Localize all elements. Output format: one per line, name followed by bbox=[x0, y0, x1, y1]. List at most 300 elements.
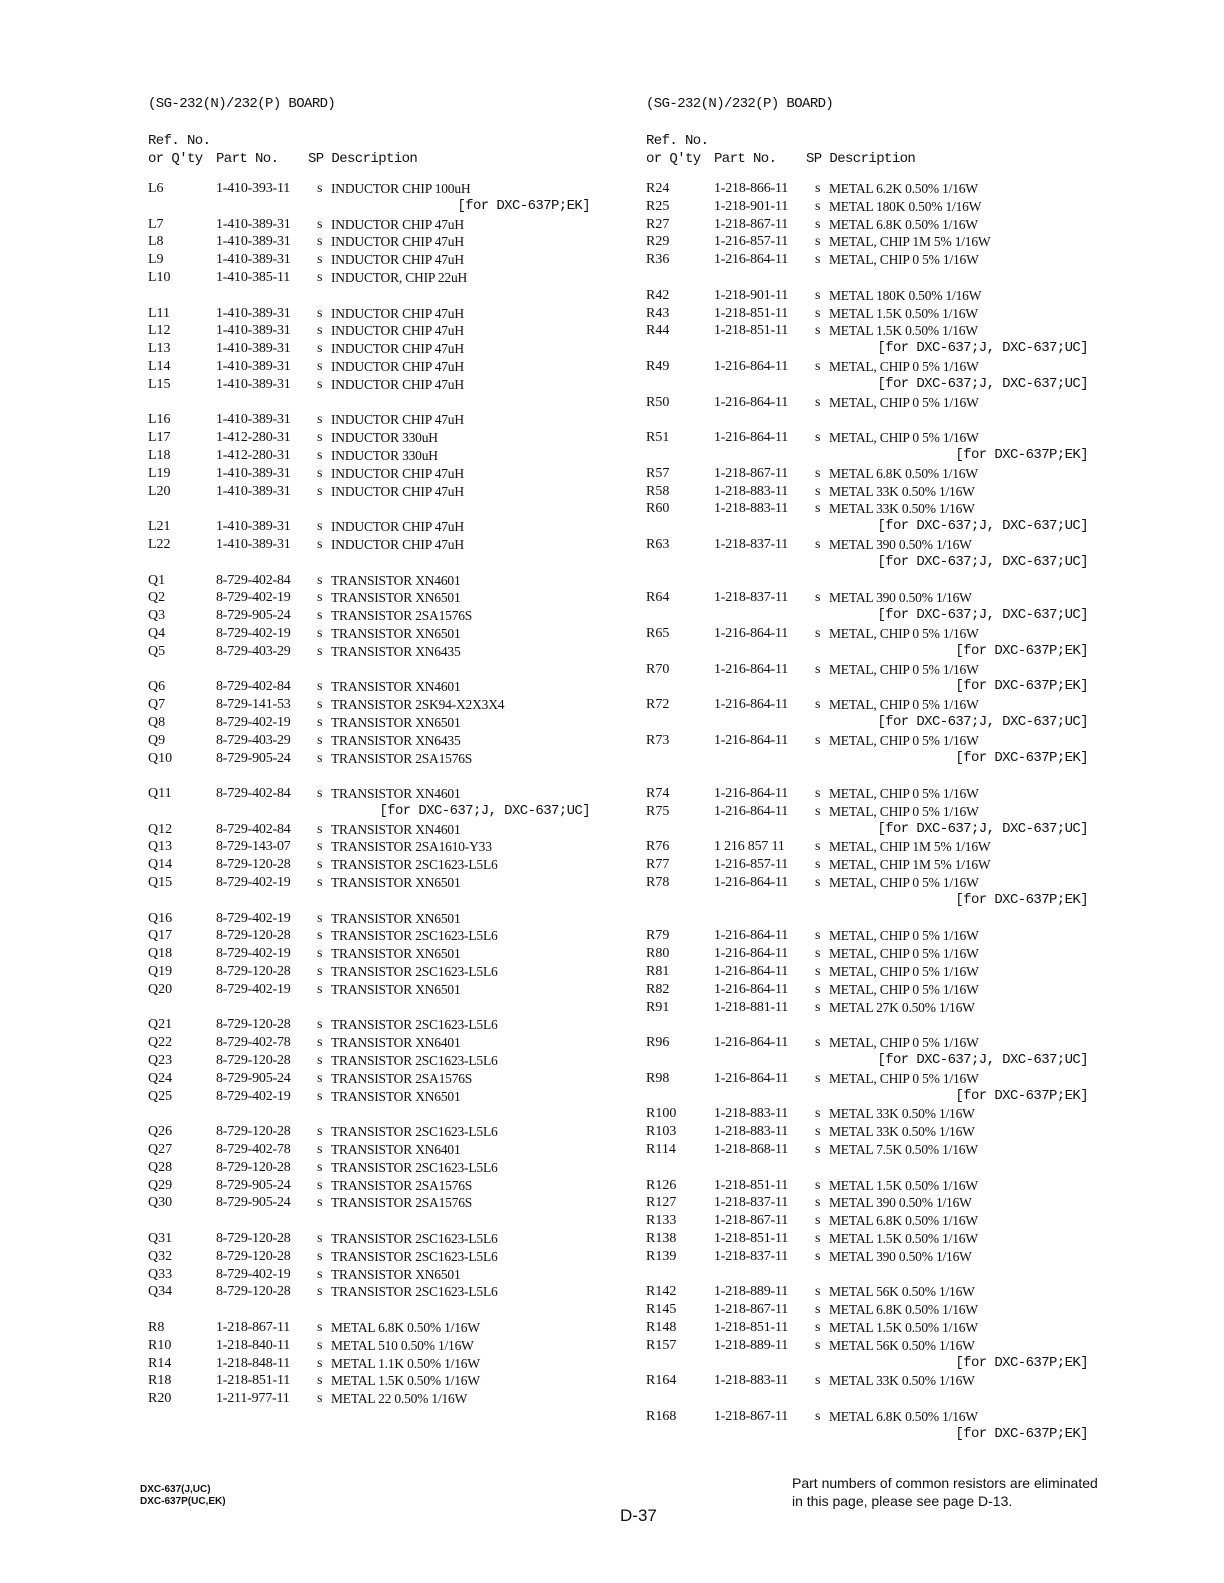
table-row bbox=[148, 1283, 598, 1301]
part-no: 8-729-120-28 bbox=[216, 964, 291, 980]
part-no-heading: Part No. bbox=[714, 151, 777, 167]
model-note: [for DXC-637P;EK] bbox=[955, 1425, 1088, 1442]
table-row bbox=[148, 750, 598, 768]
sp-code: s bbox=[815, 465, 821, 481]
sp-code: s bbox=[317, 181, 323, 196]
sp-code: s bbox=[317, 1017, 323, 1033]
part-no: 1-218-866-11 bbox=[714, 181, 789, 196]
ref-no: Q21 bbox=[148, 1017, 173, 1033]
description: INDUCTOR CHIP 47uH bbox=[331, 341, 464, 357]
table-row bbox=[148, 981, 598, 999]
ref-no: R80 bbox=[646, 946, 670, 962]
sp-code: s bbox=[317, 786, 323, 802]
part-no: 1-218-901-11 bbox=[714, 287, 789, 303]
table-row bbox=[646, 1230, 1096, 1248]
model-note-row bbox=[646, 1088, 1096, 1106]
ref-no: Q30 bbox=[148, 1195, 173, 1211]
sp-code: s bbox=[815, 234, 821, 250]
description: METAL 6.8K 0.50% 1/16W bbox=[829, 216, 978, 232]
row-spacer bbox=[148, 1212, 598, 1230]
ref-no: R76 bbox=[646, 839, 670, 855]
part-no: 1-218-837-11 bbox=[714, 1195, 789, 1211]
description: METAL 33K 0.50% 1/16W bbox=[829, 483, 975, 499]
part-no: 1-410-389-31 bbox=[216, 465, 291, 481]
ref-no: Q34 bbox=[148, 1284, 173, 1300]
part-no: 1-410-389-31 bbox=[216, 341, 291, 357]
ref-no: R43 bbox=[646, 305, 670, 321]
table-row bbox=[148, 1230, 598, 1248]
sp-code: s bbox=[317, 1373, 323, 1389]
description: METAL 7.5K 0.50% 1/16W bbox=[829, 1142, 978, 1158]
ref-no: R114 bbox=[646, 1142, 676, 1158]
ref-no: R70 bbox=[646, 661, 670, 677]
ref-no: R20 bbox=[148, 1391, 172, 1407]
table-row bbox=[148, 838, 598, 856]
footnote bbox=[792, 1474, 1098, 1510]
part-no: 8-729-905-24 bbox=[216, 750, 291, 766]
table-row bbox=[646, 1301, 1096, 1319]
ref-no: R127 bbox=[646, 1195, 677, 1211]
description: METAL 6.8K 0.50% 1/16W bbox=[829, 1213, 978, 1229]
sp-code: s bbox=[815, 394, 821, 410]
left-column bbox=[148, 92, 598, 1408]
table-row bbox=[148, 1372, 598, 1390]
part-no: 1-412-280-31 bbox=[216, 430, 291, 446]
table-row bbox=[148, 447, 598, 465]
ref-no: L13 bbox=[148, 341, 171, 357]
ref-no: R18 bbox=[148, 1373, 172, 1389]
sp-code: s bbox=[815, 1070, 821, 1086]
description: TRANSISTOR XN6501 bbox=[331, 946, 461, 962]
ref-no: R98 bbox=[646, 1070, 670, 1086]
description: TRANSISTOR 2SK94-X2X3X4 bbox=[331, 697, 505, 713]
table-row bbox=[646, 251, 1096, 269]
part-no: 8-729-402-84 bbox=[216, 821, 291, 837]
ref-no: R73 bbox=[646, 732, 670, 748]
row-spacer bbox=[148, 767, 598, 785]
description: METAL, CHIP 0 5% 1/16W bbox=[829, 875, 979, 891]
description: METAL, CHIP 0 5% 1/16W bbox=[829, 358, 979, 374]
model-note-row bbox=[646, 518, 1096, 536]
description: INDUCTOR CHIP 47uH bbox=[331, 358, 464, 374]
part-no: 8-729-402-84 bbox=[216, 572, 291, 588]
description: METAL 6.8K 0.50% 1/16W bbox=[331, 1320, 480, 1335]
ref-no: R103 bbox=[646, 1124, 677, 1140]
table-row bbox=[148, 340, 598, 358]
table-header bbox=[148, 132, 598, 168]
part-no: 1-216-864-11 bbox=[714, 803, 789, 819]
ref-no: L18 bbox=[148, 447, 171, 463]
sp-code: s bbox=[815, 198, 821, 214]
table-row bbox=[148, 518, 598, 536]
footnote-line: in this page, please see page D-13. bbox=[792, 1493, 1013, 1509]
table-row bbox=[646, 216, 1096, 234]
part-no: 1-218-837-11 bbox=[714, 536, 789, 552]
sp-code: s bbox=[815, 1142, 821, 1158]
ref-no: Q15 bbox=[148, 875, 173, 891]
description: METAL 510 0.50% 1/16W bbox=[331, 1337, 474, 1353]
description: TRANSISTOR 2SA1576S bbox=[331, 1177, 473, 1193]
ref-no: Q16 bbox=[148, 910, 173, 926]
part-no: 1-216-857-11 bbox=[714, 857, 789, 873]
sp-code: s bbox=[317, 1159, 323, 1175]
description: METAL 27K 0.50% 1/16W bbox=[829, 999, 975, 1015]
table-row bbox=[646, 1283, 1096, 1301]
description: TRANSISTOR XN6435 bbox=[331, 643, 461, 659]
model-note-row bbox=[646, 554, 1096, 572]
description: TRANSISTOR XN6501 bbox=[331, 1088, 461, 1104]
part-no: 8-729-905-24 bbox=[216, 1177, 291, 1193]
ref-no: L11 bbox=[148, 305, 171, 321]
description: INDUCTOR CHIP 47uH bbox=[331, 305, 464, 321]
part-no: 8-729-120-28 bbox=[216, 928, 291, 944]
table-row bbox=[148, 874, 598, 892]
table-row bbox=[646, 1141, 1096, 1159]
part-no: 1-216-864-11 bbox=[714, 1070, 789, 1086]
sp-code: s bbox=[317, 447, 323, 463]
sp-code: s bbox=[815, 1284, 821, 1300]
sp-code: s bbox=[317, 519, 323, 535]
sp-code: s bbox=[317, 572, 323, 588]
description: TRANSISTOR 2SC1623-L5L6 bbox=[331, 1053, 498, 1069]
ref-no: R168 bbox=[646, 1408, 677, 1424]
sp-code: s bbox=[317, 412, 323, 428]
ref-no: Q20 bbox=[148, 981, 173, 997]
sp-code: s bbox=[317, 625, 323, 641]
row-spacer bbox=[646, 411, 1096, 429]
part-no: 1-218-840-11 bbox=[216, 1337, 291, 1353]
ref-no: R58 bbox=[646, 483, 670, 499]
table-row bbox=[148, 180, 598, 198]
description: METAL, CHIP 0 5% 1/16W bbox=[829, 625, 979, 641]
description: TRANSISTOR 2SC1623-L5L6 bbox=[331, 928, 498, 944]
description: TRANSISTOR XN6501 bbox=[331, 1266, 461, 1282]
ref-no: R36 bbox=[646, 252, 670, 268]
ref-no: R139 bbox=[646, 1248, 677, 1264]
row-spacer bbox=[148, 1301, 598, 1319]
sp-code: s bbox=[317, 981, 323, 997]
part-no: 1-218-881-11 bbox=[714, 999, 789, 1015]
sp-code: s bbox=[815, 625, 821, 641]
description: TRANSISTOR XN4601 bbox=[331, 572, 461, 588]
part-no: 1-218-867-11 bbox=[216, 1320, 291, 1335]
table-row bbox=[646, 838, 1096, 856]
part-no-heading: Part No. bbox=[216, 151, 279, 167]
description: METAL 6.8K 0.50% 1/16W bbox=[829, 1408, 978, 1424]
table-row bbox=[646, 963, 1096, 981]
sp-code: s bbox=[815, 501, 821, 517]
table-row bbox=[148, 785, 598, 803]
ref-no: Q19 bbox=[148, 964, 173, 980]
ref-no: L22 bbox=[148, 536, 171, 552]
table-row bbox=[646, 732, 1096, 750]
ref-no: R145 bbox=[646, 1302, 677, 1318]
table-row bbox=[646, 1070, 1096, 1088]
description: TRANSISTOR XN4601 bbox=[331, 679, 461, 695]
part-no: 8-729-403-29 bbox=[216, 732, 291, 748]
ref-no: Q7 bbox=[148, 697, 166, 713]
description: TRANSISTOR XN6401 bbox=[331, 1035, 461, 1051]
model-note-row bbox=[646, 892, 1096, 910]
description: TRANSISTOR XN6501 bbox=[331, 714, 461, 730]
description: METAL, CHIP 1M 5% 1/16W bbox=[829, 857, 991, 873]
description: METAL, CHIP 0 5% 1/16W bbox=[829, 1070, 979, 1086]
sp-code: s bbox=[317, 1177, 323, 1193]
model-note: [for DXC-637P;EK] bbox=[955, 642, 1088, 659]
model-line: DXC-637(J,UC) bbox=[140, 1484, 211, 1495]
description: METAL 6.8K 0.50% 1/16W bbox=[829, 1302, 978, 1318]
ref-no: L20 bbox=[148, 483, 171, 499]
model-note: [for DXC-637;J, DXC-637;UC] bbox=[877, 375, 1088, 392]
part-no: 8-729-402-19 bbox=[216, 1266, 291, 1282]
ref-no: R57 bbox=[646, 465, 670, 481]
table-row bbox=[646, 696, 1096, 714]
table-row bbox=[148, 643, 598, 661]
sp-code: s bbox=[815, 946, 821, 962]
part-no: 1-410-389-31 bbox=[216, 376, 291, 392]
part-no: 1-216-864-11 bbox=[714, 358, 789, 374]
table-row bbox=[646, 1212, 1096, 1230]
table-row bbox=[148, 1194, 598, 1212]
model-line: DXC-637P(UC,EK) bbox=[140, 1496, 226, 1507]
ref-no: L12 bbox=[148, 323, 171, 339]
part-no: 1-218-867-11 bbox=[714, 1302, 789, 1318]
ref-no: R72 bbox=[646, 697, 670, 713]
part-no: 8-729-402-19 bbox=[216, 946, 291, 962]
sp-code: s bbox=[317, 305, 323, 321]
ref-no: Q11 bbox=[148, 786, 172, 802]
part-no: 1-410-389-31 bbox=[216, 483, 291, 499]
part-no: 1-218-848-11 bbox=[216, 1355, 291, 1371]
part-no: 8-729-402-19 bbox=[216, 981, 291, 997]
part-no: 8-729-403-29 bbox=[216, 643, 291, 659]
row-spacer bbox=[646, 1016, 1096, 1034]
table-row bbox=[148, 269, 598, 287]
ref-no: Q12 bbox=[148, 821, 173, 837]
part-no: 1-410-389-31 bbox=[216, 252, 291, 268]
ref-no: R133 bbox=[646, 1213, 677, 1229]
sp-code: s bbox=[815, 1408, 821, 1424]
ref-no: R157 bbox=[646, 1337, 677, 1353]
table-row bbox=[148, 696, 598, 714]
table-row bbox=[148, 963, 598, 981]
description: TRANSISTOR XN6501 bbox=[331, 875, 461, 891]
table-row bbox=[148, 376, 598, 394]
ref-no: L14 bbox=[148, 358, 171, 374]
part-no: 1-216-864-11 bbox=[714, 981, 789, 997]
part-no: 1-216-864-11 bbox=[714, 394, 789, 410]
row-spacer bbox=[646, 572, 1096, 590]
description: METAL 22 0.50% 1/16W bbox=[331, 1391, 468, 1407]
table-row bbox=[646, 981, 1096, 999]
sp-code: s bbox=[317, 483, 323, 499]
sp-code: s bbox=[815, 1195, 821, 1211]
part-no: 1-218-883-11 bbox=[714, 501, 789, 517]
sp-code: s bbox=[815, 732, 821, 748]
part-no: 1-216-864-11 bbox=[714, 697, 789, 713]
ref-no: R51 bbox=[646, 430, 670, 446]
sp-code: s bbox=[317, 1355, 323, 1371]
part-no: 1-216-857-11 bbox=[714, 234, 789, 250]
part-no: 1-410-393-11 bbox=[216, 181, 291, 196]
sp-description-heading: SP Description bbox=[308, 151, 418, 167]
ref-no: R65 bbox=[646, 625, 670, 641]
part-no: 8-729-402-19 bbox=[216, 1088, 291, 1104]
sp-code: s bbox=[317, 1320, 323, 1335]
model-note-row bbox=[148, 198, 598, 216]
ref-no: L7 bbox=[148, 216, 164, 232]
part-no: 1-218-867-11 bbox=[714, 465, 789, 481]
ref-no: Q6 bbox=[148, 679, 166, 695]
description: TRANSISTOR 2SC1623-L5L6 bbox=[331, 1017, 498, 1033]
description: METAL, CHIP 1M 5% 1/16W bbox=[829, 234, 991, 250]
row-spacer bbox=[148, 892, 598, 910]
table-row bbox=[148, 358, 598, 376]
sp-code: s bbox=[317, 216, 323, 232]
row-spacer bbox=[646, 269, 1096, 287]
sp-code: s bbox=[317, 928, 323, 944]
sp-code: s bbox=[317, 234, 323, 250]
description: METAL, CHIP 0 5% 1/16W bbox=[829, 697, 979, 713]
description: TRANSISTOR 2SA1576S bbox=[331, 1070, 473, 1086]
description: METAL, CHIP 0 5% 1/16W bbox=[829, 394, 979, 410]
ref-no: R75 bbox=[646, 803, 670, 819]
part-no: 1-218-837-11 bbox=[714, 590, 789, 606]
model-note: [for DXC-637P;EK] bbox=[955, 1087, 1088, 1104]
part-no: 8-729-905-24 bbox=[216, 608, 291, 624]
sp-code: s bbox=[815, 1177, 821, 1193]
description: TRANSISTOR XN4601 bbox=[331, 821, 461, 837]
part-no: 1-216-864-11 bbox=[714, 875, 789, 891]
row-spacer bbox=[646, 910, 1096, 928]
part-no: 1-218-837-11 bbox=[714, 1248, 789, 1264]
table-row bbox=[646, 287, 1096, 305]
table-row bbox=[148, 483, 598, 501]
table-row bbox=[646, 322, 1096, 340]
ref-no: Q29 bbox=[148, 1177, 173, 1193]
sp-code: s bbox=[317, 341, 323, 357]
description: METAL, CHIP 0 5% 1/16W bbox=[829, 928, 979, 944]
ref-no-heading: Ref. No. bbox=[148, 133, 211, 149]
table-row bbox=[646, 1372, 1096, 1390]
description: TRANSISTOR 2SA1576S bbox=[331, 750, 473, 766]
part-no: 8-729-402-19 bbox=[216, 590, 291, 606]
ref-no: L8 bbox=[148, 234, 164, 250]
sp-code: s bbox=[815, 252, 821, 268]
model-numbers bbox=[140, 1484, 226, 1508]
sp-code: s bbox=[815, 590, 821, 606]
description: METAL, CHIP 0 5% 1/16W bbox=[829, 732, 979, 748]
description: METAL 390 0.50% 1/16W bbox=[829, 1248, 972, 1264]
part-no: 8-729-120-28 bbox=[216, 1248, 291, 1264]
description: INDUCTOR CHIP 100uH bbox=[331, 181, 471, 196]
table-row bbox=[148, 572, 598, 590]
description: INDUCTOR CHIP 47uH bbox=[331, 323, 464, 339]
table-row bbox=[148, 251, 598, 269]
table-row bbox=[148, 1016, 598, 1034]
board-title: (SG-232(N)/232(P) BOARD) bbox=[646, 96, 834, 112]
description: METAL 56K 0.50% 1/16W bbox=[829, 1284, 975, 1300]
table-row bbox=[646, 1034, 1096, 1052]
model-note-row bbox=[646, 447, 1096, 465]
ref-no: R63 bbox=[646, 536, 670, 552]
sp-code: s bbox=[815, 803, 821, 819]
description: TRANSISTOR 2SC1623-L5L6 bbox=[331, 1248, 498, 1264]
ref-no: R42 bbox=[646, 287, 670, 303]
row-spacer bbox=[148, 287, 598, 305]
table-row bbox=[148, 1088, 598, 1106]
table-row bbox=[646, 1337, 1096, 1355]
sp-code: s bbox=[317, 714, 323, 730]
model-note-row bbox=[646, 678, 1096, 696]
description: METAL 390 0.50% 1/16W bbox=[829, 590, 972, 606]
table-row bbox=[148, 589, 598, 607]
model-note: [for DXC-637;J, DXC-637;UC] bbox=[877, 820, 1088, 837]
sp-code: s bbox=[815, 1106, 821, 1122]
ref-no: R77 bbox=[646, 857, 670, 873]
description: METAL 1.5K 0.50% 1/16W bbox=[829, 305, 978, 321]
part-no: 1-218-889-11 bbox=[714, 1337, 789, 1353]
table-row bbox=[148, 1355, 598, 1373]
part-no: 1-211-977-11 bbox=[216, 1391, 290, 1407]
part-no: 1-410-389-31 bbox=[216, 234, 291, 250]
ref-no: Q27 bbox=[148, 1142, 173, 1158]
table-row bbox=[646, 305, 1096, 323]
ref-no-heading: Ref. No. bbox=[646, 133, 709, 149]
model-note-row bbox=[646, 643, 1096, 661]
description: TRANSISTOR 2SC1623-L5L6 bbox=[331, 857, 498, 873]
sp-code: s bbox=[317, 1053, 323, 1069]
table-row bbox=[646, 1194, 1096, 1212]
model-note-row bbox=[646, 1426, 1096, 1444]
ref-no: R8 bbox=[148, 1320, 165, 1335]
row-spacer bbox=[148, 661, 598, 679]
part-no: 8-729-120-28 bbox=[216, 1124, 291, 1140]
part-no: 1-218-867-11 bbox=[714, 216, 789, 232]
table-row bbox=[646, 589, 1096, 607]
model-note-row bbox=[646, 750, 1096, 768]
ref-no: R96 bbox=[646, 1035, 670, 1051]
part-no: 1-410-389-31 bbox=[216, 216, 291, 232]
table-row bbox=[646, 536, 1096, 554]
description: TRANSISTOR 2SC1623-L5L6 bbox=[331, 1159, 498, 1175]
table-row bbox=[646, 1248, 1096, 1266]
ref-no: Q18 bbox=[148, 946, 173, 962]
description: METAL 180K 0.50% 1/16W bbox=[829, 287, 982, 303]
part-no: 8-729-905-24 bbox=[216, 1070, 291, 1086]
ref-no: R50 bbox=[646, 394, 670, 410]
sp-code: s bbox=[317, 821, 323, 837]
sp-code: s bbox=[317, 252, 323, 268]
model-note: [for DXC-637P;EK] bbox=[955, 678, 1088, 695]
table-row bbox=[148, 429, 598, 447]
part-no: 1-216-864-11 bbox=[714, 661, 789, 677]
description: INDUCTOR CHIP 47uH bbox=[331, 465, 464, 481]
description: TRANSISTOR XN6501 bbox=[331, 981, 461, 997]
part-no: 1-218-883-11 bbox=[714, 1124, 789, 1140]
sp-code: s bbox=[815, 1302, 821, 1318]
description: METAL 390 0.50% 1/16W bbox=[829, 536, 972, 552]
row-spacer bbox=[148, 500, 598, 518]
sp-code: s bbox=[317, 750, 323, 766]
table-row bbox=[646, 233, 1096, 251]
model-note-row bbox=[148, 803, 598, 821]
description: TRANSISTOR 2SA1610-Y33 bbox=[331, 839, 492, 855]
model-note: [for DXC-637;J, DXC-637;UC] bbox=[877, 518, 1088, 535]
sp-code: s bbox=[317, 430, 323, 446]
part-no: 1-218-883-11 bbox=[714, 1106, 789, 1122]
table-row bbox=[646, 1177, 1096, 1195]
